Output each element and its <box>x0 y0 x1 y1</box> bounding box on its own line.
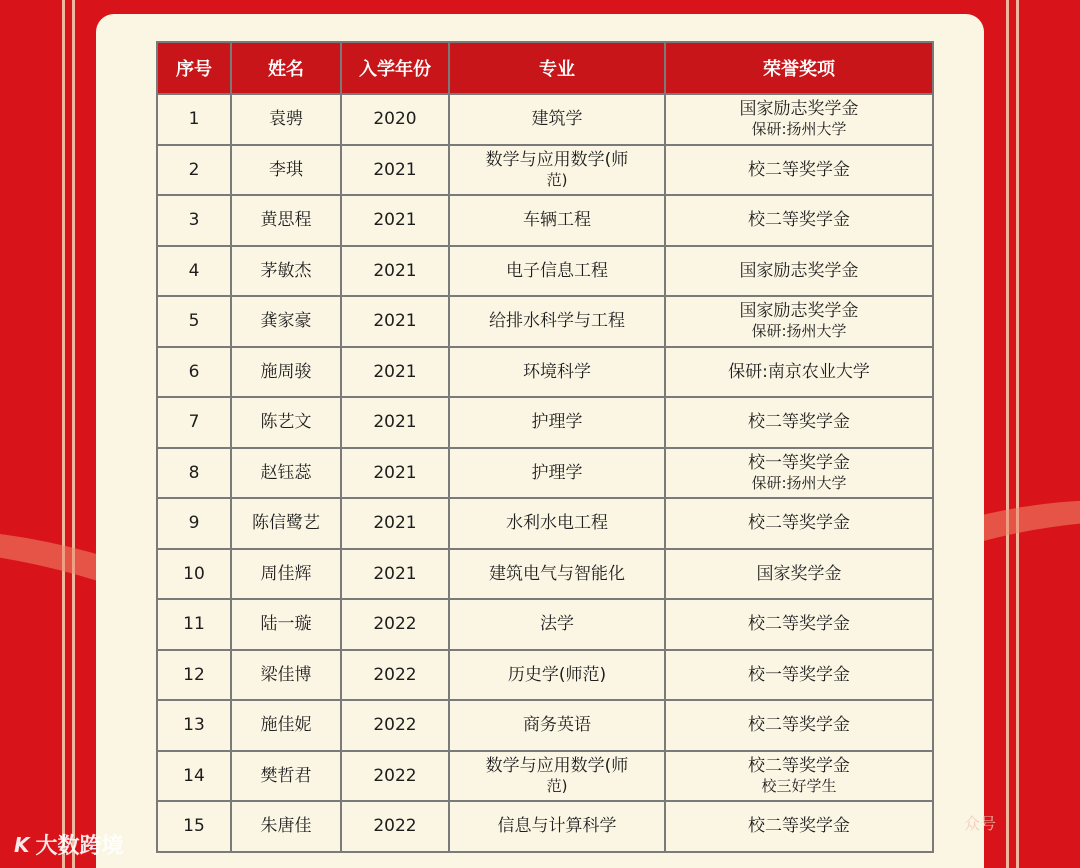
cell-major <box>449 246 665 297</box>
table-row <box>157 94 933 145</box>
watermark-fragment: 众号 <box>963 814 996 833</box>
cell-number: 5 <box>157 296 231 347</box>
cell-honors <box>665 751 933 802</box>
table-header-row <box>157 42 933 94</box>
cell-number: 3 <box>157 195 231 246</box>
watermark <box>14 829 124 860</box>
cell-honors <box>665 650 933 701</box>
cell-major <box>449 397 665 448</box>
cell-number: 15 <box>157 801 231 852</box>
cell-major <box>449 549 665 600</box>
cell-year: 2021 <box>341 397 449 448</box>
table-row <box>157 195 933 246</box>
honors-table <box>156 41 934 853</box>
cell-major <box>449 195 665 246</box>
cell-major <box>449 347 665 398</box>
cell-number: 9 <box>157 498 231 549</box>
table-row <box>157 498 933 549</box>
table-row <box>157 397 933 448</box>
cell-honors <box>665 700 933 751</box>
cell-name: 陈艺文 <box>231 397 341 448</box>
cell-major-line: 给排水科学与工程 <box>489 311 625 332</box>
cell-number: 4 <box>157 246 231 297</box>
cell-honors-line: 保研:扬州大学 <box>751 120 847 139</box>
table-row <box>157 246 933 297</box>
cell-year: 2022 <box>341 650 449 701</box>
cell-honors <box>665 195 933 246</box>
cell-number: 6 <box>157 347 231 398</box>
table-row <box>157 296 933 347</box>
cell-major <box>449 700 665 751</box>
cell-year: 2021 <box>341 347 449 398</box>
cell-year: 2022 <box>341 801 449 852</box>
cell-major-line: 建筑电气与智能化 <box>489 563 625 584</box>
cell-major-line: 环境科学 <box>523 361 591 382</box>
cell-name: 施佳妮 <box>231 700 341 751</box>
cell-name: 樊哲君 <box>231 751 341 802</box>
cell-major <box>449 448 665 499</box>
cell-honors <box>665 246 933 297</box>
cell-major <box>449 751 665 802</box>
cell-name: 茅敏杰 <box>231 246 341 297</box>
watermark-text: 大数跨境 <box>35 834 124 859</box>
column-header-major: 专业 <box>449 42 665 94</box>
table-row <box>157 650 933 701</box>
cell-major-line: 数学与应用数学(师 <box>485 755 629 776</box>
cell-name: 周佳辉 <box>231 549 341 600</box>
cell-honors-line: 校一等奖学金 <box>748 452 850 473</box>
cell-number: 7 <box>157 397 231 448</box>
cell-name: 袁骋 <box>231 94 341 145</box>
column-header-number: 序号 <box>157 42 231 94</box>
cell-number: 12 <box>157 650 231 701</box>
cell-honors-line: 校二等奖学金 <box>748 513 850 534</box>
cell-year: 2020 <box>341 94 449 145</box>
table-row <box>157 448 933 499</box>
cell-honors <box>665 448 933 499</box>
cell-number: 1 <box>157 94 231 145</box>
table-row <box>157 347 933 398</box>
cell-year: 2021 <box>341 195 449 246</box>
cell-major-line: 历史学(师范) <box>507 664 607 685</box>
cell-name: 梁佳博 <box>231 650 341 701</box>
cell-number: 14 <box>157 751 231 802</box>
cell-major <box>449 650 665 701</box>
cell-honors-line: 校二等奖学金 <box>748 816 850 837</box>
column-header-year: 入学年份 <box>341 42 449 94</box>
cell-major <box>449 94 665 145</box>
cell-major <box>449 145 665 196</box>
table-row <box>157 700 933 751</box>
brand-logo-icon: K <box>14 832 30 857</box>
cell-honors-line: 国家励志奖学金 <box>739 260 859 281</box>
cell-year: 2022 <box>341 599 449 650</box>
cell-honors-line: 校一等奖学金 <box>748 664 850 685</box>
cell-honors-line: 校二等奖学金 <box>748 412 850 433</box>
cell-name: 陈信鹭艺 <box>231 498 341 549</box>
cell-number: 10 <box>157 549 231 600</box>
cell-honors-line: 校二等奖学金 <box>748 614 850 635</box>
cell-honors-line: 国家励志奖学金 <box>739 301 859 322</box>
cell-honors-line: 保研:南京农业大学 <box>728 361 870 382</box>
cell-year: 2021 <box>341 246 449 297</box>
cell-honors-line: 国家奖学金 <box>756 563 842 584</box>
cell-year: 2021 <box>341 296 449 347</box>
cell-year: 2021 <box>341 145 449 196</box>
cell-major-line: 范) <box>546 170 568 189</box>
column-header-name: 姓名 <box>231 42 341 94</box>
cell-major-line: 信息与计算科学 <box>497 816 617 837</box>
cell-number: 11 <box>157 599 231 650</box>
cell-name: 李琪 <box>231 145 341 196</box>
cell-honors <box>665 397 933 448</box>
cell-year: 2021 <box>341 549 449 600</box>
table-row <box>157 145 933 196</box>
cell-honors-line: 校二等奖学金 <box>748 755 850 776</box>
table-row <box>157 599 933 650</box>
cell-name: 施周骏 <box>231 347 341 398</box>
cell-major-line: 范) <box>546 776 568 795</box>
cell-major <box>449 801 665 852</box>
cell-honors <box>665 801 933 852</box>
cell-major-line: 护理学 <box>531 412 583 433</box>
table-row <box>157 801 933 852</box>
cell-honors-line: 校二等奖学金 <box>748 159 850 180</box>
cell-major <box>449 599 665 650</box>
cell-honors-line: 保研:扬州大学 <box>751 322 847 341</box>
cell-major-line: 商务英语 <box>523 715 591 736</box>
cell-year: 2021 <box>341 498 449 549</box>
cell-honors <box>665 498 933 549</box>
cell-name: 陆一璇 <box>231 599 341 650</box>
cell-honors <box>665 347 933 398</box>
cell-year: 2022 <box>341 700 449 751</box>
cell-major-line: 车辆工程 <box>523 210 591 231</box>
cell-honors-line: 国家励志奖学金 <box>739 99 859 120</box>
cell-honors <box>665 599 933 650</box>
cell-honors <box>665 296 933 347</box>
cell-major <box>449 296 665 347</box>
column-header-honors: 荣誉奖项 <box>665 42 933 94</box>
cell-name: 朱唐佳 <box>231 801 341 852</box>
cell-honors-line: 校二等奖学金 <box>748 715 850 736</box>
cell-honors <box>665 145 933 196</box>
table-row <box>157 549 933 600</box>
table-body <box>157 94 933 852</box>
cell-number: 8 <box>157 448 231 499</box>
cell-honors <box>665 94 933 145</box>
cell-honors-line: 校二等奖学金 <box>748 210 850 231</box>
cell-major <box>449 498 665 549</box>
cell-name: 黄思程 <box>231 195 341 246</box>
cell-major-line: 电子信息工程 <box>506 260 608 281</box>
cell-major-line: 法学 <box>540 614 574 635</box>
cell-year: 2021 <box>341 448 449 499</box>
cell-major-line: 数学与应用数学(师 <box>485 149 629 170</box>
cell-honors <box>665 549 933 600</box>
cell-name: 赵钰蕊 <box>231 448 341 499</box>
cell-major-line: 护理学 <box>531 462 583 483</box>
cell-honors-line: 保研:扬州大学 <box>751 473 847 492</box>
cell-major-line: 建筑学 <box>531 109 583 130</box>
cell-number: 2 <box>157 145 231 196</box>
cell-honors-line: 校三好学生 <box>761 776 837 795</box>
cell-number: 13 <box>157 700 231 751</box>
cell-major-line: 水利水电工程 <box>506 513 608 534</box>
cell-name: 龚家豪 <box>231 296 341 347</box>
table-row <box>157 751 933 802</box>
cell-year: 2022 <box>341 751 449 802</box>
